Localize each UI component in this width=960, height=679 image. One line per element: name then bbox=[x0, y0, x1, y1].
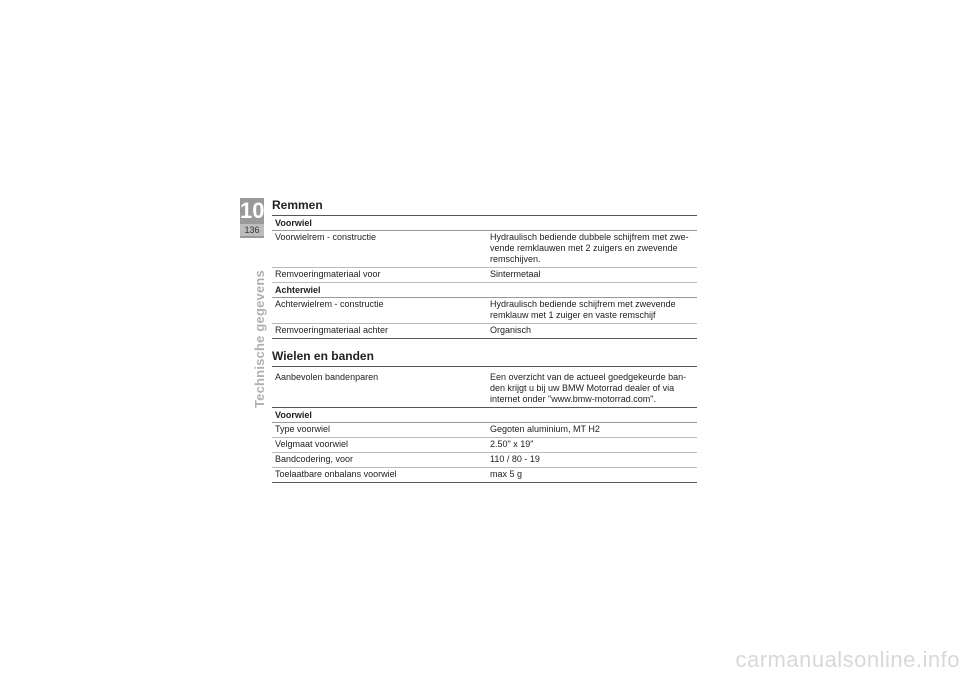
watermark: carmanualsonline.info bbox=[735, 647, 960, 672]
table-row bbox=[272, 423, 697, 438]
row-value: Hydraulisch bediende schijfrem met zwevende remklauw met 1 zuiger en vaste remschijf bbox=[490, 299, 676, 320]
subheading-front: Voorwiel bbox=[272, 408, 697, 423]
row-value: max 5 g bbox=[490, 469, 523, 479]
row-value: Een overzicht van de actueel goedgekeurde ban-den krijgt u bij uw BMW Motorrad dealer of via internet onder "www.bmw-motorrad.com". bbox=[490, 372, 687, 404]
chapter-side-title: Technische gegevens bbox=[252, 270, 267, 408]
row-value: 110 / 80 - 19 bbox=[490, 454, 540, 464]
row-label: Remvoeringmateriaal voor bbox=[275, 269, 381, 279]
row-value: Sintermetaal bbox=[490, 269, 541, 279]
page-content bbox=[272, 198, 697, 483]
row-label: Toelaatbare onbalans voorwiel bbox=[275, 469, 397, 479]
row-label: Aanbevolen bandenparen bbox=[275, 372, 379, 382]
subheading-front: Voorwiel bbox=[272, 216, 697, 231]
row-label: Remvoeringmateriaal achter bbox=[275, 325, 389, 335]
table-row bbox=[272, 371, 697, 408]
row-value: 2.50" x 19" bbox=[490, 439, 534, 449]
table-row bbox=[272, 468, 697, 483]
row-value: Organisch bbox=[490, 325, 532, 335]
section-title-wielen: Wielen en banden bbox=[272, 349, 374, 363]
section-title-remmen: Remmen bbox=[272, 198, 323, 212]
row-label: Voorwielrem - constructie bbox=[275, 232, 377, 242]
table-row bbox=[272, 268, 697, 283]
subheading-rear: Achterwiel bbox=[272, 283, 697, 298]
table-row bbox=[272, 298, 697, 324]
row-value: Gegoten aluminium, MT H2 bbox=[490, 424, 600, 434]
table-row bbox=[272, 231, 697, 268]
row-value: Hydraulisch bediende dubbele schijfrem met zwe-vende remklauwen met 2 zuigers en zwevende remschijven. bbox=[490, 232, 689, 264]
table-wielen bbox=[272, 366, 697, 483]
row-label: Bandcodering, voor bbox=[275, 454, 354, 464]
chapter-number: 10 bbox=[240, 198, 265, 223]
table-row bbox=[272, 324, 697, 339]
table-row bbox=[272, 438, 697, 453]
chapter-tab bbox=[240, 198, 264, 238]
row-label: Velgmaat voorwiel bbox=[275, 439, 349, 449]
row-label: Type voorwiel bbox=[275, 424, 331, 434]
table-row bbox=[272, 453, 697, 468]
row-label: Achterwielrem - constructie bbox=[275, 299, 384, 309]
table-remmen bbox=[272, 215, 697, 339]
page-number: 136 bbox=[240, 224, 264, 236]
